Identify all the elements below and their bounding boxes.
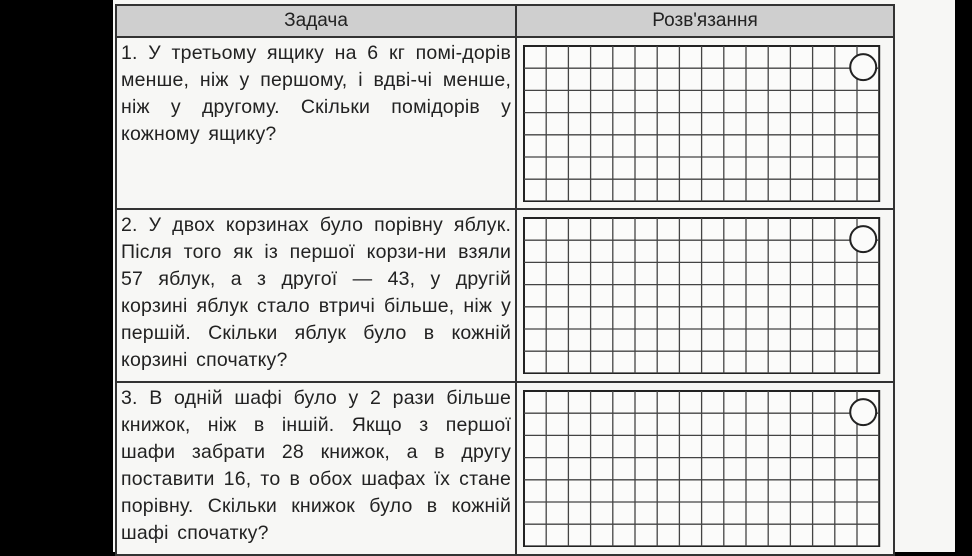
task-text-3: 3. В одній шафі було у 2 рази більше книжок, ніж в іншій. Якщо з першої шафи забрати 28 книжок, а в другу поставити 16, то в обох шафах їх стане порівну. Скільки книжок було в кожній шафі спочатку? xyxy=(121,387,512,544)
answer-grid-2[interactable] xyxy=(523,217,883,374)
header-solution: Розв'язання xyxy=(516,5,894,37)
score-circle-icon[interactable] xyxy=(850,226,876,252)
score-circle-icon[interactable] xyxy=(850,399,876,425)
task-cell-1 xyxy=(116,37,516,209)
task-text-2: 2. У двох корзинах було порівну яблук. Після того як із першої корзи-ни взяли 57 яблук, а з другої — 43, у другій корзині яблук стало втричі більше, ніж у першій. Скільки яблук було в кожній корзині спочатку? xyxy=(121,214,512,371)
task-row-1 xyxy=(116,37,894,209)
task-text-1: 1. У третьому ящику на 6 кг помі-дорів менше, ніж у першому, і вдві-чі менше, ніж у другому. Скільки помідорів у кожному ящику? xyxy=(121,42,512,145)
answer-grid-3[interactable] xyxy=(523,390,883,547)
task-cell-2 xyxy=(116,209,516,382)
task-row-2 xyxy=(116,209,894,382)
header-task: Задача xyxy=(116,5,516,37)
answer-grid-1[interactable] xyxy=(523,45,883,202)
task-cell-3 xyxy=(116,382,516,555)
worksheet-sheet xyxy=(113,0,955,552)
task-row-3 xyxy=(116,382,894,555)
task-table xyxy=(115,4,895,556)
solution-cell-2[interactable] xyxy=(516,209,894,382)
score-circle-icon[interactable] xyxy=(850,54,876,80)
solution-cell-3[interactable] xyxy=(516,382,894,555)
solution-cell-1[interactable] xyxy=(516,37,894,209)
header-row xyxy=(116,5,894,37)
